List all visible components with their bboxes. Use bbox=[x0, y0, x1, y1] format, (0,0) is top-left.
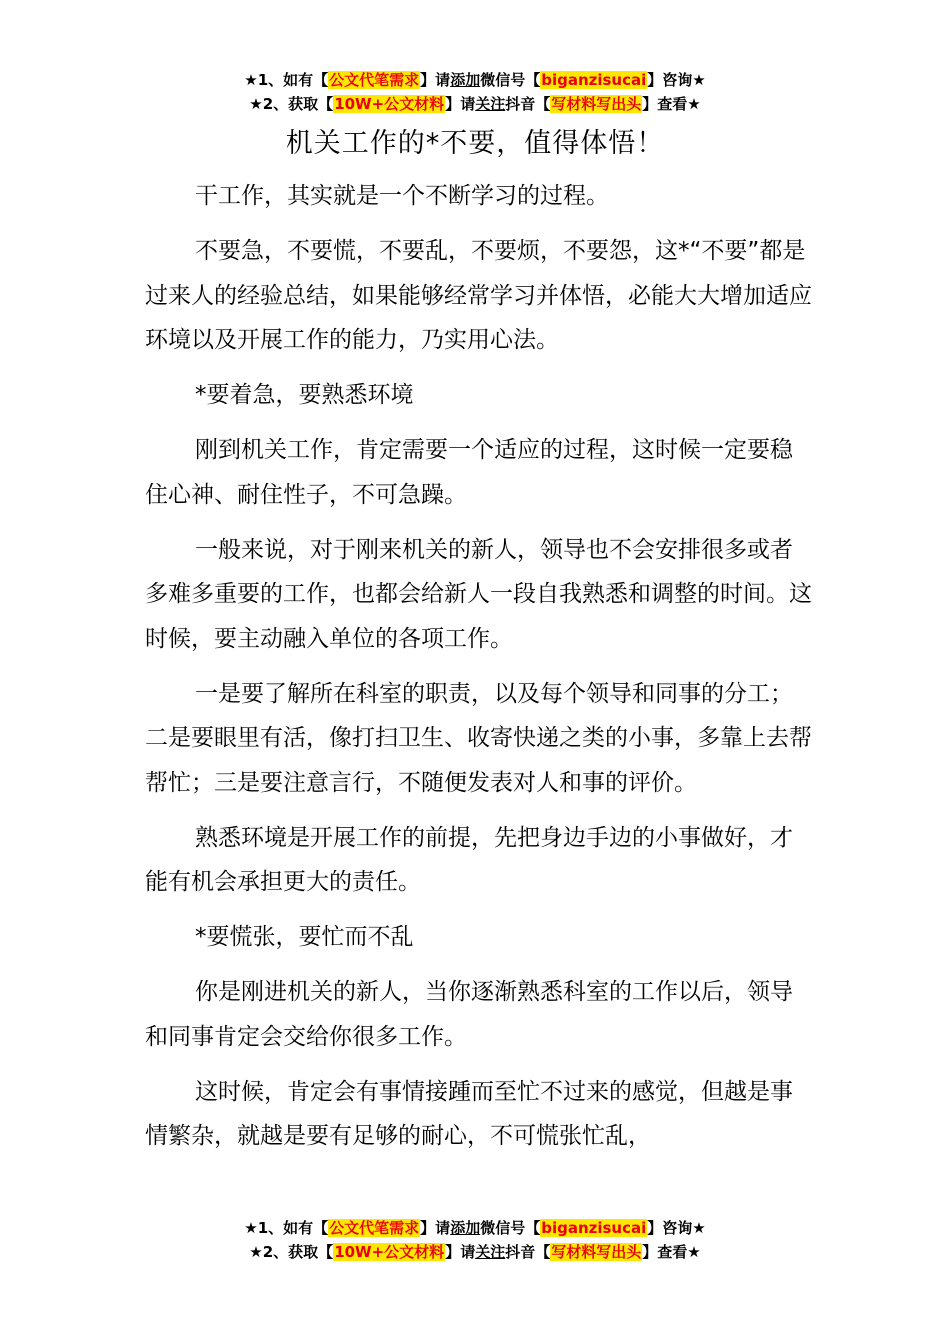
banner-line-1 bbox=[0, 1216, 950, 1240]
banner-text: 】请 bbox=[445, 95, 476, 113]
document-title: 机关工作的*不要，值得体悟！ bbox=[285, 128, 665, 159]
banner-text: 抖音【 bbox=[505, 95, 551, 113]
document-body bbox=[145, 174, 813, 1169]
banner-underlined-text: 关注 bbox=[475, 1243, 506, 1261]
section-heading: *要着急，要熟悉环境 bbox=[195, 382, 414, 408]
banner-underlined-text: 添加 bbox=[450, 1219, 481, 1237]
banner-text: 微信号【 bbox=[480, 1219, 541, 1237]
paragraph: 干工作，其实就是一个不断学习的过程。 bbox=[195, 183, 609, 209]
paragraph: 熟悉环境是开展工作的前提，先把身边手边的小事做好，才能有机会承担更大的责任。 bbox=[145, 824, 793, 895]
banner-text: ★1、如有【 bbox=[244, 1219, 329, 1237]
banner-text: 】咨询★ bbox=[647, 1219, 706, 1237]
banner-line-2 bbox=[0, 92, 950, 116]
banner-text: 抖音【 bbox=[505, 1243, 551, 1261]
banner-highlight: 公文代笔需求 bbox=[329, 71, 420, 89]
banner-line-1 bbox=[0, 68, 950, 92]
paragraph: 一般来说，对于刚来机关的新人，领导也不会安排很多或者多难多重要的工作，也都会给新人一段自我熟悉和调整的时间。这时候，要主动融入单位的各项工作。 bbox=[145, 536, 812, 652]
banner-text: 】查看★ bbox=[642, 1243, 701, 1261]
paragraph: 你是刚进机关的新人，当你逐渐熟悉科室的工作以后，领导和同事肯定会交给你很多工作。 bbox=[145, 979, 793, 1050]
banner-text: ★2、获取【 bbox=[249, 1243, 334, 1261]
paragraph: 不要急，不要慌，不要乱，不要烦，不要怨，这*“不要”都是过来人的经验总结，如果能够经常学习并体悟，必能大大增加适应环境以及开展工作的能力，乃实用心法。 bbox=[145, 238, 812, 353]
banner-highlight: 10W+公文材料 bbox=[334, 1243, 445, 1261]
banner-line-2 bbox=[0, 1240, 950, 1264]
banner-text: ★2、获取【 bbox=[249, 95, 334, 113]
banner-highlight: 写材料写出头 bbox=[551, 1243, 642, 1261]
footer-banner bbox=[0, 1216, 950, 1264]
banner-highlight: 公文代笔需求 bbox=[329, 1219, 420, 1237]
banner-highlight: biganzisucai bbox=[541, 71, 647, 89]
banner-text: 微信号【 bbox=[480, 71, 541, 89]
banner-highlight: biganzisucai bbox=[541, 1219, 647, 1237]
banner-text: 】请 bbox=[420, 71, 451, 89]
banner-text: ★1、如有【 bbox=[244, 71, 329, 89]
header-banner bbox=[0, 68, 950, 116]
banner-text: 】查看★ bbox=[642, 95, 701, 113]
paragraph: 刚到机关工作，肯定需要一个适应的过程，这时候一定要稳住心神、耐住性子，不可急躁。 bbox=[145, 437, 793, 508]
banner-underlined-text: 关注 bbox=[475, 95, 506, 113]
section-heading: *要慌张，要忙而不乱 bbox=[195, 924, 414, 950]
paragraph: 一是要了解所在科室的职责，以及每个领导和同事的分工；二是要眼里有活，像打扫卫生、收寄快递之类的小事，多靠上去帮帮忙；三是要注意言行，不随便发表对人和事的评价。 bbox=[145, 680, 812, 796]
banner-underlined-text: 添加 bbox=[450, 71, 481, 89]
banner-text: 】请 bbox=[445, 1243, 476, 1261]
paragraph: 这时候，肯定会有事情接踵而至忙不过来的感觉，但越是事情繁杂，就越是要有足够的耐心，不可慌张忙乱， bbox=[145, 1078, 793, 1149]
banner-text: 】咨询★ bbox=[647, 71, 706, 89]
banner-highlight: 写材料写出头 bbox=[551, 95, 642, 113]
banner-text: 】请 bbox=[420, 1219, 451, 1237]
banner-highlight: 10W+公文材料 bbox=[334, 95, 445, 113]
